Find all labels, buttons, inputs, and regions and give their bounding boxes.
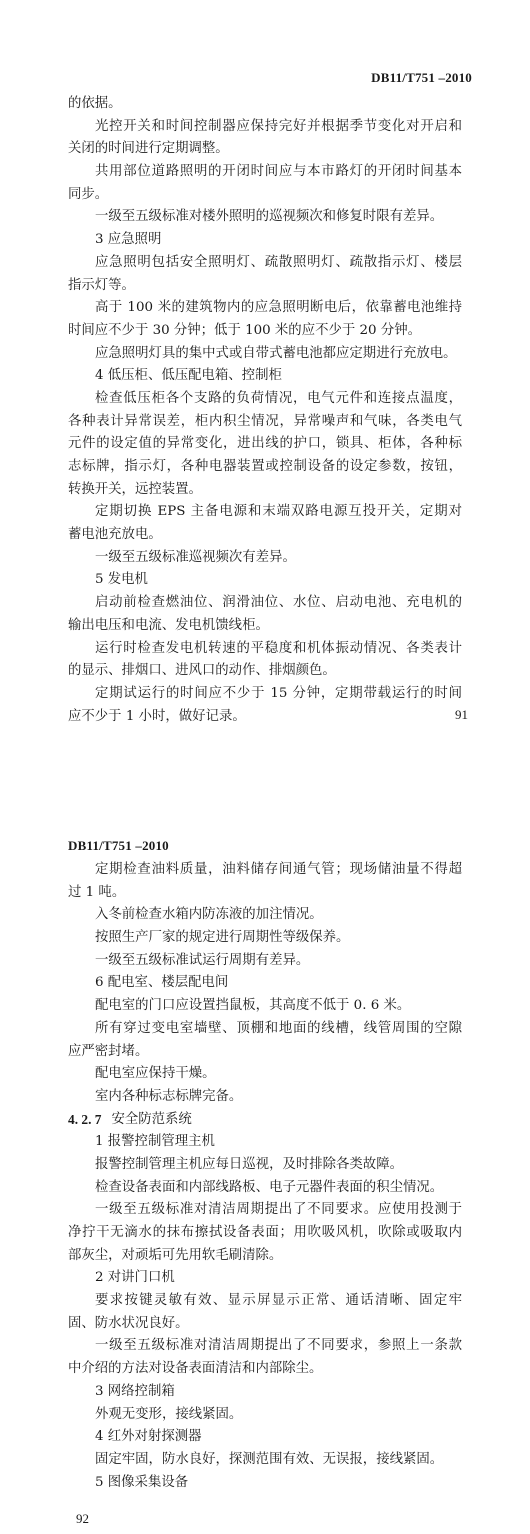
page-92 [0, 767, 530, 1534]
text-line: 5 发电机 [95, 572, 148, 588]
text-line: 应不少于 1 小时，做好记录。 [68, 708, 246, 724]
text-line: 一级至五级标准对楼外照明的巡视频次和修复时限有差异。 [95, 209, 444, 225]
text-line: 外观无变形，接线紧固。 [95, 1406, 243, 1422]
text-line: 定期检查油料质量，油料储存间通气管；现场储油量不得超 [95, 862, 462, 877]
text-line: 检查低压柜各个支路的负荷情况，电气元件和连接点温度， [95, 390, 462, 406]
text-line: 元件的设定值的异常变化，进出线的护口，锁具、柜体，各种标 [68, 436, 462, 452]
text-line: 配电室的门口应设置挡鼠板，其高度不低于 0. 6 米。 [95, 998, 411, 1014]
page-number: 92 [76, 1511, 89, 1526]
text-line: 所有穿过变电室墙壁、顶棚和地面的线槽，线管周围的空隙 [95, 1020, 462, 1036]
text-line: 启动前检查燃油位、润滑油位、水位、启动电池、充电机的 [95, 595, 462, 611]
section-heading [68, 1109, 462, 1132]
text-line: 应急照明包括安全照明灯、疏散照明灯、疏散指示灯、楼层 [95, 254, 462, 270]
page-number: 91 [455, 707, 468, 722]
text-line: 固、防水状况良好。 [68, 1315, 189, 1331]
text-line: 高于 100 米的建筑物内的应急照明断电后，依靠蓄电池维持 [95, 300, 462, 316]
text-line: 共用部位道路照明的开闭时间应与本市路灯的开闭时间基本 [95, 164, 462, 180]
text-line: 一级至五级标准对清洁周期提出了不同要求，参照上一条款 [95, 1338, 462, 1354]
text-line: 蓄电池充放电。 [68, 527, 162, 543]
text-line: 同步。 [68, 186, 109, 202]
text-line: 光控开关和时间控制器应保持完好并根据季节变化对开启和 [95, 118, 462, 134]
text-line: 2 对讲门口机 [95, 1270, 175, 1286]
running-header: DB11/T751 –2010 [371, 70, 472, 85]
text-line: 指示灯等。 [68, 277, 135, 293]
text-line: 检查设备表面和内部线路板、电子元器件表面的积尘情况。 [95, 1179, 444, 1195]
text-line: 3 网络控制箱 [95, 1383, 175, 1399]
text-line: 室内各种标志标牌完备。 [95, 1088, 243, 1104]
text-line: 关闭的时间进行定期调整。 [68, 141, 229, 157]
text-line: 中介绍的方法对设备表面清洁和内部除尘。 [68, 1361, 323, 1377]
text-line: 配电室应保持干燥。 [95, 1066, 216, 1082]
text-line: 转换开关，远控装置。 [68, 481, 202, 497]
text-line: 一级至五级标准巡视频次有差异。 [95, 549, 296, 565]
text-line: 运行时检查发电机转速的平稳度和机体振动情况、各类表计 [95, 640, 462, 656]
section-title: 安全防范系统 [111, 1111, 192, 1127]
text-line: 3 应急照明 [95, 232, 162, 248]
text-line: 时间应不少于 30 分钟；低于 100 米的应不少于 20 分钟。 [68, 322, 421, 338]
text-line: 4 低压柜、低压配电箱、控制柜 [95, 368, 282, 384]
text-line: 定期切换 EPS 主备电源和末端双路电源互投开关，定期对 [95, 504, 462, 520]
text-line: 定期试运行的时间应不少于 15 分钟，定期带载运行的时间 [95, 685, 462, 701]
text-line: 应急照明灯具的集中式或自带式蓄电池都应定期进行充放电。 [95, 345, 457, 361]
section-number: 4. 2. 7 [68, 1111, 102, 1127]
text-line: 过 1 吨。 [68, 884, 126, 900]
text-line: 一级至五级标准对清洁周期提出了不同要求。应使用投测于 [95, 1202, 462, 1218]
text-line: 部灰尘，对顽垢可先用软毛刷清除。 [68, 1247, 283, 1263]
text-line: 净拧干无滴水的抹布擦拭设备表面；用吹吸风机，吹除或吸取内 [68, 1225, 462, 1240]
text-line: 按照生产厂家的规定进行周期性等级保养。 [95, 930, 350, 946]
text-line: 要求按键灵敏有效、显示屏显示正常、通话清晰、固定牢 [95, 1293, 462, 1309]
text-line: 入冬前检查水箱内防冻液的加注情况。 [95, 907, 323, 923]
page-body [68, 859, 462, 1494]
text-line: 各种表计异常误差，柜内积尘情况，异常噪声和气味，各类电气 [68, 413, 462, 429]
text-line: 4 红外对射探测器 [95, 1429, 202, 1445]
text-line: 6 配电室、楼层配电间 [95, 975, 229, 991]
text-line: 5 图像采集设备 [95, 1474, 189, 1490]
text-line: 1 报警控制管理主机 [95, 1134, 215, 1150]
text-line: 固定牢固，防水良好，探测范围有效、无误报，接线紧固。 [95, 1451, 444, 1467]
text-line: 的依据。 [68, 96, 122, 111]
text-line: 一级至五级标准试运行周期有差异。 [95, 952, 310, 968]
text-line: 的显示、排烟口、进风口的动作、排烟颜色。 [68, 663, 336, 679]
text-line: 应严密封堵。 [68, 1043, 149, 1059]
text-line: 志标牌，指示灯，各种电器装置或控制设备的设定参数，按钮， [68, 459, 462, 474]
page-body [68, 93, 462, 728]
running-header: DB11/T751 –2010 [68, 838, 169, 853]
text-line: 输出电压和电流、发电机馈线柜。 [68, 617, 269, 633]
text-line: 报警控制管理主机应每日巡视，及时排除各类故障。 [95, 1156, 403, 1172]
